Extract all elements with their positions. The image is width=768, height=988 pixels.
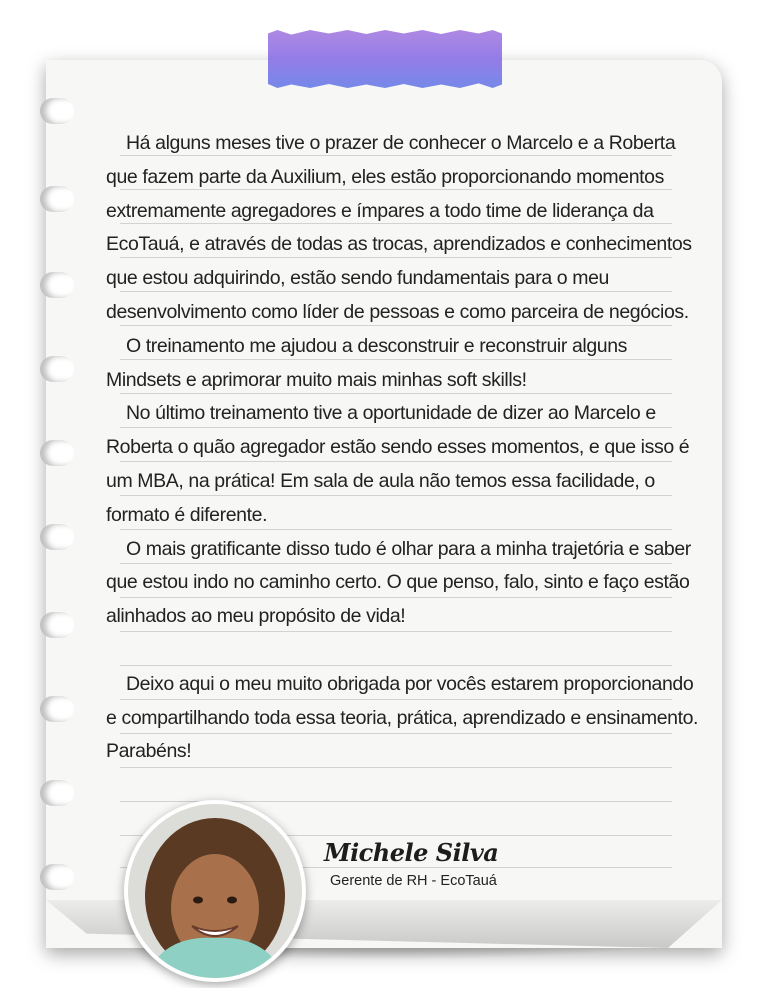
binder-hole bbox=[40, 272, 74, 298]
binder-hole bbox=[40, 186, 74, 212]
binder-hole bbox=[40, 780, 74, 806]
binder-hole bbox=[40, 696, 74, 722]
binder-hole bbox=[40, 864, 74, 890]
binder-hole bbox=[40, 98, 74, 124]
testimonial-paragraph: Deixo aqui o meu muito obrigada por vocês estarem proporcionando e compartilhando toda essa teoria, prática, aprendizado e ensinamento. Parabéns! bbox=[106, 672, 699, 763]
testimonial-paragraph: Há alguns meses tive o prazer de conhecer o Marcelo e a Roberta que fazem parte da Auxilium, eles estão proporcionando momentos extremamente agregadores e ímpares a todo time de liderança da EcoTauá, e através de todas as trocas, aprendizados e conhecimentos que estou adquirindo, estão sendo fundamentais para o meu desenvolvimento como líder de pessoas e como parceira de negócios. bbox=[106, 132, 692, 323]
testimonial-paragraph: O mais gratificante disso tudo é olhar para a minha trajetória e saber que estou indo no caminho certo. O que penso, falo, sinto e faço estão alinhados ao meu propósito de vida! bbox=[106, 537, 691, 628]
binder-hole bbox=[40, 612, 74, 638]
signature-name: Michele Silva bbox=[324, 838, 499, 867]
signature-role: Gerente de RH - EcoTauá bbox=[330, 873, 497, 889]
avatar-photo bbox=[124, 800, 306, 982]
testimonial-text bbox=[106, 127, 706, 769]
testimonial-paragraph: O treinamento me ajudou a desconstruir e reconstruir alguns Mindsets e aprimorar muito mais minhas soft skills! bbox=[106, 334, 628, 391]
binder-hole bbox=[40, 440, 74, 466]
testimonial-paragraph: No último treinamento tive a oportunidade de dizer ao Marcelo e Roberta o quão agregador estão sendo esses momentos, e que isso é um MBA, na prática! Em sala de aula não temos essa facilidade, o formato é diferente. bbox=[106, 402, 690, 526]
binder-hole bbox=[40, 356, 74, 382]
paragraph-gap bbox=[106, 634, 706, 668]
washi-tape bbox=[268, 30, 502, 88]
person-portrait-icon bbox=[128, 804, 302, 978]
binder-hole bbox=[40, 524, 74, 550]
